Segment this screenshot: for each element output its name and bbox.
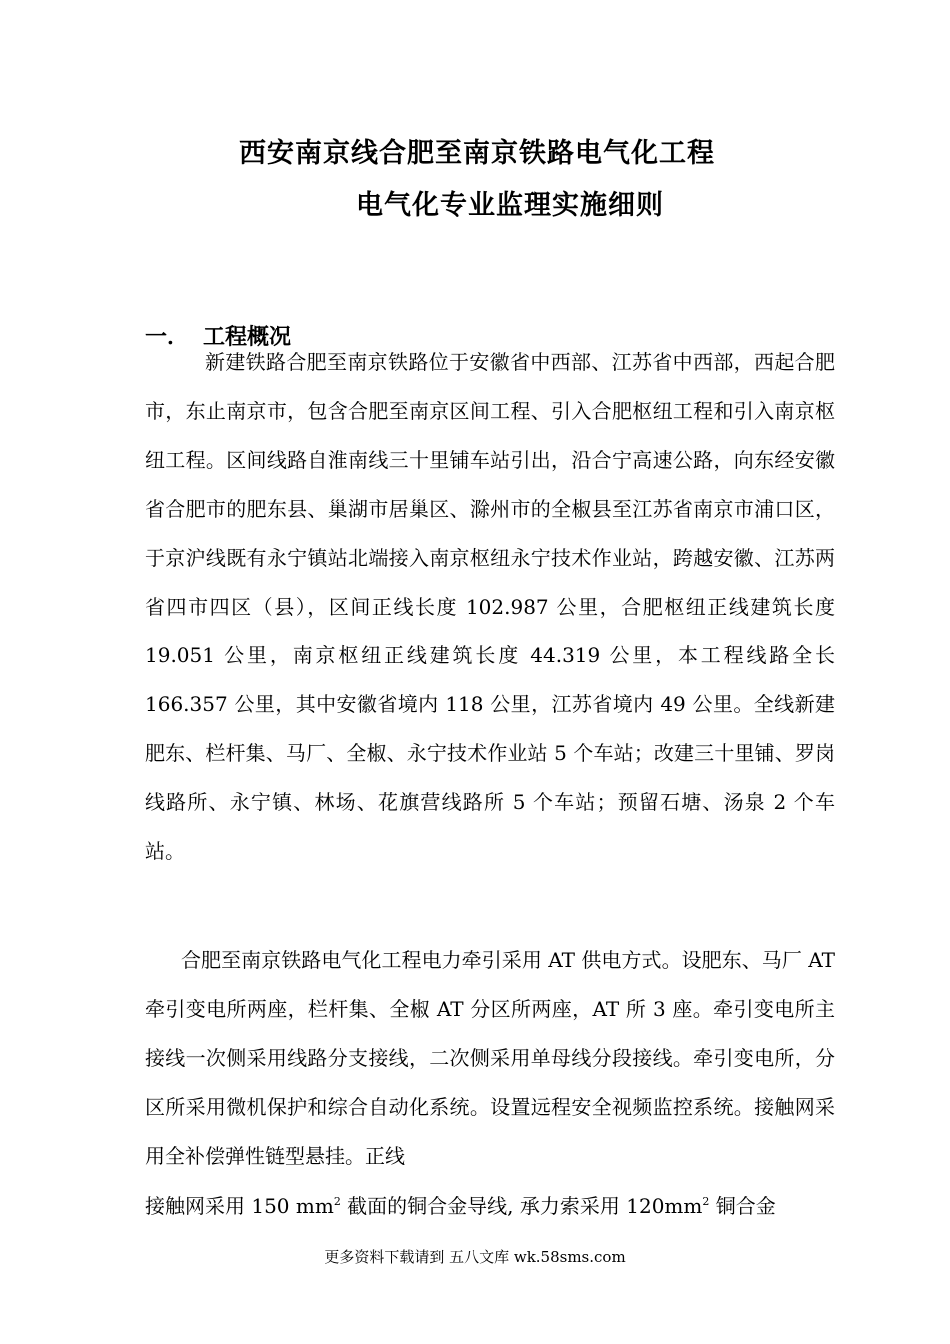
paragraph-catenary <box>145 1182 835 1231</box>
paragraph-overview: 新建铁路合肥至南京铁路位于安徽省中西部、江苏省中西部，西起合肥市，东止南京市，包含合肥至南京区间工程、引入合肥枢纽工程和引入南京枢纽工程。区间线路自淮南线三十里铺车站引出，沿合宁高速公路，向东经安徽省合肥市的肥东县、巢湖市居巢区、滁州市的全椒县至江苏省南京市浦口区，于京沪线既有永宁镇站北端接入南京枢纽永宁技术作业站，跨越安徽、江苏两省四市四区（县），区间正线长度 102.987 公里，合肥枢纽正线建筑长度 19.051 公里，南京枢纽正线建筑长度 44.319 公里，本工程线路全长 166.357 公里，其中安徽省境内 118 公里，江苏省境内 49 公里。全线新建肥东、栏杆集、马厂、全椒、永宁技术作业站 5 个车站；改建三十里铺、罗岗线路所、永宁镇、林场、花旗营线路所 5 个车站；预留石塘、汤泉 2 个车站。 <box>145 350 835 864</box>
document-title-line2: 电气化专业监理实施细则 <box>356 190 664 221</box>
paragraph-power-supply: 合肥至南京铁路电气化工程电力牵引采用 AT 供电方式。设肥东、马厂 AT 牵引变电所两座，栏杆集、全椒 AT 分区所两座，AT 所 3 座。牵引变电所主接线一次侧采用线路分支接线，二次侧采用单母线分段接线。牵引变电所，分区所采用微机保护和综合自动化系统。设置远程安全视频监控系统。接触网采用全补偿弹性链型悬挂。正线 <box>145 948 835 1168</box>
document-title-line1: 西安南京线合肥至南京铁路电气化工程 <box>239 138 715 169</box>
page-footer: 更多资料下载请到 五八文库 wk.58sms.com <box>324 1248 626 1266</box>
catenary-text-3: 铜合金 <box>709 1194 776 1218</box>
catenary-text-1: 接触网采用 150 mm <box>145 1194 334 1218</box>
superscript-2: 2 <box>333 1195 341 1208</box>
catenary-text-2: 截面的铜合金导线, 承力索采用 120mm <box>340 1194 703 1218</box>
section-number: 一． <box>145 325 190 350</box>
section-title: 工程概况 <box>203 325 292 350</box>
superscript-2: 2 <box>702 1195 710 1208</box>
